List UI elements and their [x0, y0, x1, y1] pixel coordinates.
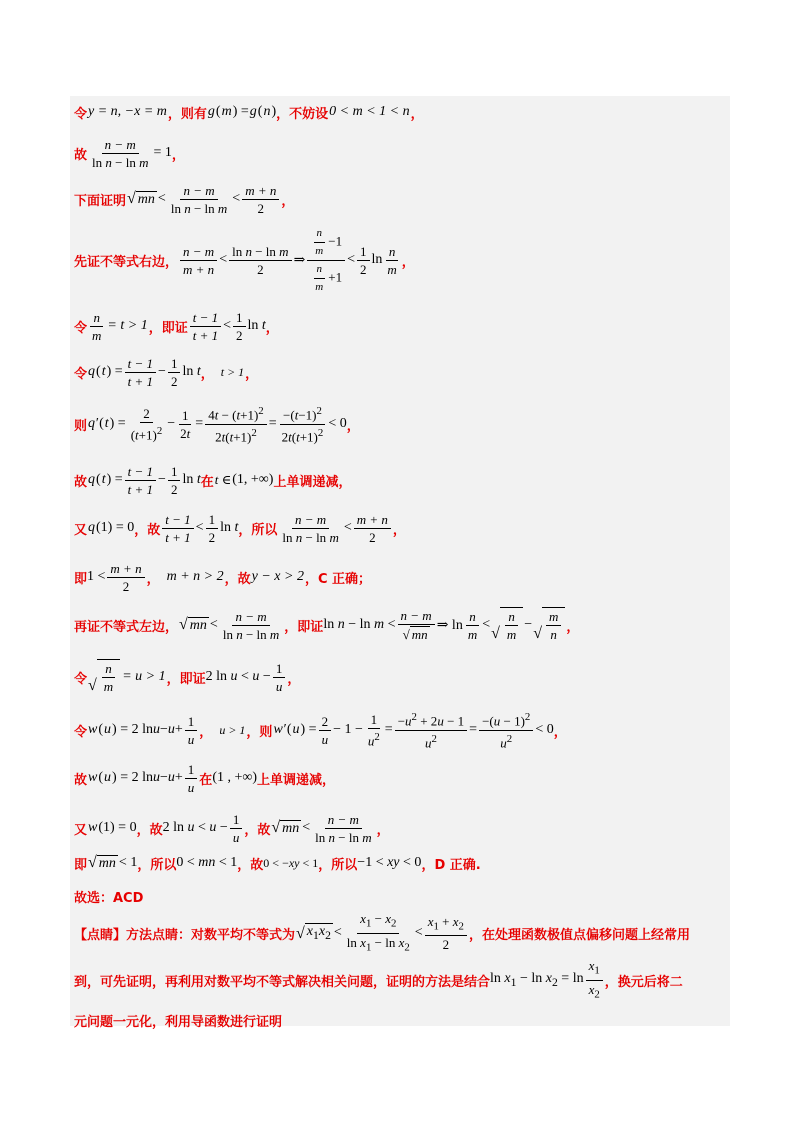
line-2: 故 $\frac{n - m}{\text{ln n − ln m}}$ = 1 ， — [74, 136, 185, 170]
text: ，在处理函数极值点偏移问题上经常用 — [468, 927, 690, 943]
text: ，不妨设 — [276, 106, 329, 122]
text: 先证不等式右边， — [74, 254, 179, 270]
text: 【点睛】方法点睛：对数平均不等式为 — [74, 927, 296, 943]
text: ，即证 — [166, 671, 206, 687]
text: ，所以 — [318, 857, 358, 873]
text: 到，可先证明，再利用对数平均不等式解决相关问题，证明的方法是结合 — [74, 974, 491, 990]
text: ，故 — [237, 857, 264, 873]
text: ，D 正确. — [421, 857, 481, 873]
text: 在 — [199, 772, 213, 788]
line-19: 到，可先证明，再利用对数平均不等式解决相关问题，证明的方法是结合 $\ln x_1 - \ln x_2 = \ln$ $\frac{x_1}{x_2}$ ，换元后将二 — [74, 957, 683, 1001]
line-11: 再证不等式左边， √ mn < $\frac{n - m}{\text{ln n − ln m}}$ ，即证 ln n − ln m < n − m √ mn ⇒ ln $\frac{n}{m}$ < √ $\frac{n}{m}$ − √ $\frac{m}{n}$ ， — [74, 607, 580, 643]
text: ， — [245, 366, 259, 382]
text: 又 — [74, 522, 88, 538]
text: 又 — [74, 822, 88, 838]
line-18: 【点睛】方法点睛：对数平均不等式为 √ $x_1x_2$ < $\frac{x_1 - x_2}{\ln x_1 - \ln x_2}$ < $\frac{x_1 + x_2}{2}$ ，在处理函数极值点偏移问题上经常用 — [74, 910, 690, 954]
line-1: 令 y = n, −x = m ，则有 g ( m ) = g ( n ) ，不妨设 0 < m < 1 < n ， — [74, 104, 424, 122]
text: ， — [401, 254, 415, 270]
text: ， — [171, 147, 185, 163]
text: 故 — [74, 474, 88, 490]
text: ，故 — [244, 822, 271, 838]
text: ，即证 — [284, 619, 324, 635]
text: 即 — [74, 571, 88, 587]
line-3: 下面证明 √ mn < $\frac{n - m}{\text{ln n − ln m}}$ < $\frac{m + n}{2}$ ， — [74, 182, 295, 216]
text: ，则有 — [167, 106, 207, 122]
line-14: 故 w ( u ) = 2 ln u − u + $\frac{1}{u}$ 在 (1 , +∞) 上单调递减， — [74, 761, 336, 795]
text: 故 — [74, 147, 88, 163]
text: 令 — [74, 320, 88, 336]
text: ， — [392, 522, 406, 538]
text: ， — [200, 366, 214, 382]
text: 再证不等式左边， — [74, 619, 179, 635]
text: ， — [265, 320, 279, 336]
line-10: 即 1 < $\frac{m + n}{2}$ ， m + n > 2 ，故 y − x > 2 ，C 正确； — [74, 560, 372, 594]
text: 令 — [74, 366, 88, 382]
text: ，故 — [136, 822, 163, 838]
text: 令 — [74, 671, 88, 687]
line-8: 故 q ( t ) = $\frac{t - 1}{t + 1}$ − $\frac{1}{2}$ ln t 在 t ∈ (1, +∞) 上单调递减， — [74, 463, 352, 497]
text: ，故 — [134, 522, 161, 538]
text: ， — [281, 193, 295, 209]
line-13: 令 w ( u ) = 2 ln u − u + $\frac{1}{u}$ ， u > 1 ，则 w′ ( u ) = $\frac{2}{u}$ − 1 − $\frac{1}{u^2}$ = $\frac{-u^2 + 2u - 1}{u^2}$ = $\frac{-(u - 1)^2}{u^2}$ < 0 ， — [74, 711, 567, 750]
text: ， — [146, 571, 160, 587]
text: ，故 — [224, 571, 251, 587]
text: ，即证 — [148, 320, 188, 336]
text: 在 — [200, 474, 214, 490]
line-5: 令 $\frac{n}{m}$ = t > 1 ，即证 $\frac{t - 1}{t + 1}$ < $\frac{1}{2}$ ln t ， — [74, 309, 279, 343]
text: ， — [553, 724, 567, 740]
line-7: 则 q′ ( t ) = $\frac{2}{(t+1)^2}$ − $\frac{1}{2t}$ = $\frac{4t - (t+1)^2}{2t(t+1)^2}$ = $\frac{-(t-1)^2}{2t(t+1)^2}$ < 0 ， — [74, 405, 360, 444]
line-20 — [74, 998, 282, 1042]
text: ， — [346, 418, 360, 434]
text: 上单调递减， — [257, 772, 336, 788]
text: ，C 正确； — [304, 571, 372, 587]
line-16: 即 √ mn < 1 ，所以 0 < mn < 1 ，故 0 < −xy < 1 ，所以 −1 < xy < 0 ，D 正确. — [74, 854, 481, 873]
text: 令 — [74, 724, 88, 740]
final-answer: 故选：ACD — [74, 890, 144, 906]
text: 即 — [74, 857, 88, 873]
text: ，则 — [246, 724, 273, 740]
text: 令 — [74, 106, 88, 122]
text: ， — [199, 724, 213, 740]
text: ， — [376, 822, 390, 838]
text: 故 — [74, 772, 88, 788]
line-9: 又 q (1) = 0 ，故 $\frac{t - 1}{t + 1}$ < $\frac{1}{2}$ ln t ，所以 $\frac{n - m}{\text{ln n − ln m}}$ < $\frac{m + n}{2}$ ， — [74, 511, 406, 545]
text: 上单调递减， — [273, 474, 352, 490]
text: ， — [566, 619, 580, 635]
text: 则 — [74, 418, 88, 434]
text: 下面证明 — [74, 193, 127, 209]
text: ，换元后将二 — [604, 974, 683, 990]
line-15: 又 w (1) = 0 ，故 2 ln u < u − $\frac{1}{u}$ ，故 √ mn < $\frac{n - m}{\text{ln n − ln m}}$ ， — [74, 811, 390, 845]
text: ， — [287, 671, 301, 687]
text: ， — [410, 106, 424, 122]
text: ，所以 — [137, 857, 177, 873]
line-12: 令 √ $\frac{n}{m}$ = u > 1 ，即证 2 ln u < u − $\frac{1}{u}$ ， — [74, 660, 301, 694]
line-6: 令 q ( t ) = $\frac{t - 1}{t + 1}$ − $\frac{1}{2}$ ln t ， t > 1 ， — [74, 355, 259, 389]
line-4: 先证不等式右边， $\frac{n - m}{m + n}$ < $\frac{\text{ln n − ln m}}{2}$ ⇒ $\frac{n}{m}$ −1 $\frac{n}{m}$ +1 < $\frac{1}{2}$ ln $\frac{n}{m}$ ， — [74, 226, 415, 293]
text: 元问题一元化，利用导函数进行证明 — [74, 1014, 283, 1030]
text: ，所以 — [238, 522, 278, 538]
